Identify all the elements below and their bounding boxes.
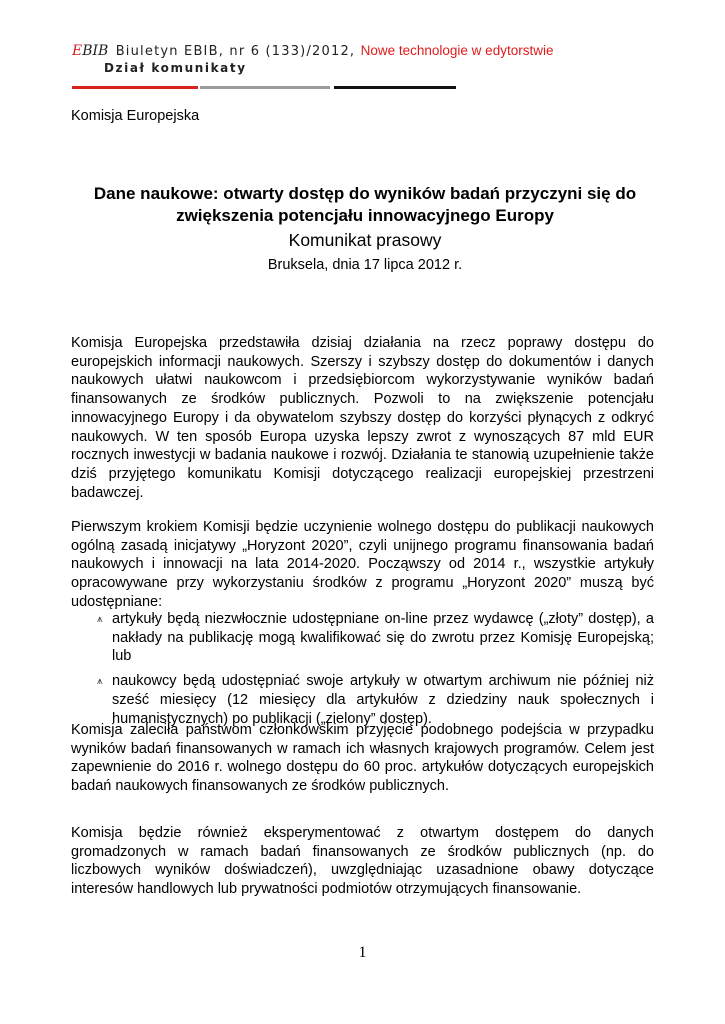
organization-name: Komisja Europejska xyxy=(71,108,200,124)
bullet-list xyxy=(71,610,654,734)
wedge-bullet-icon: ⩚ xyxy=(97,614,103,625)
wedge-bullet-icon: ⩚ xyxy=(97,676,103,688)
header-rule-gray xyxy=(200,86,330,89)
list-item xyxy=(71,672,654,728)
running-header xyxy=(72,42,552,77)
page-number: 1 xyxy=(358,944,367,961)
paragraph: Komisja Europejska przedstawiła dzisiaj działania na rzecz poprawy dostępu do europejskich informacji naukowych. Szerszy i szybszy dostęp do dokumentów i danych naukowych ułatwi naukowcom i przedsiębiorcom wykorzystywanie wyników badań finansowanych ze środków publicznych. Pozwoli to na zwiększenie potencjału innowacyjnego Europy i da obywatelom szybszy dostęp do korzyści płynących z odkryć naukowych. W ten sposób Europa uzyska lepszy zwrot z wynoszących 87 mld EUR rocznych inwestycji w badania naukowe i rozwój. Działania te stanowią uzupełnienie także dziś przyjętego komunikatu Komisji dotyczącego realizacji europejskiej przestrzeni badawczej. xyxy=(71,335,654,501)
list-item-text: artykuły będą niezwłocznie udostępniane on-line przez wydawcę („złoty” dostęp), a nakłady na publikację mogą kwalifikować się do zwrotu przez Komisję Europejską; lub xyxy=(112,611,654,665)
header-line xyxy=(72,42,552,60)
issue-theme: Nowe technologie w edytorstwie xyxy=(360,43,554,58)
list-item xyxy=(71,610,654,666)
document-subtitle: Komunikat prasowy xyxy=(288,230,442,250)
page-title: Dane naukowe: otwarty dostęp do wyników badań przyczyni się do zwiększenia potencjału innowacyjnego Europy xyxy=(93,184,637,225)
dateline: Bruksela, dnia 17 lipca 2012 r. xyxy=(267,257,463,273)
paragraph: Komisja zaleciła państwom członkowskim przyjęcie podobnego podejścia w przypadku wyników badań finansowanych w ramach ich własnych krajowych programów. Celem jest zapewnienie do 2016 r. wolnego dostępu do 60 proc. artykułów dotyczących europejskich badań naukowych finansowanych ze środków publicznych. xyxy=(71,722,654,795)
list-item-text: naukowcy będą udostępniać swoje artykuły w otwartym archiwum nie później niż sześć miesięcy (12 miesięcy dla artykułów z dziedziny nauk społecznych i humanistycznych) po publikacji („zielony” dostęp). xyxy=(112,673,654,727)
paragraph: Pierwszym krokiem Komisji będzie uczynienie wolnego dostępu do publikacji naukowych ogólną zasadą inicjatywy „Horyzont 2020”, czyli unijnego programu finansowania badań naukowych i innowacji na lata 2014-2020. Począwszy od 2014 r., wszystkie artykuły opracowywane przy wykorzystaniu środków z programu „Horyzont 2020” muszą być udostępniane: xyxy=(71,519,654,610)
header-rule-black xyxy=(334,86,456,89)
bulletin-title: Biuletyn EBIB, nr 6 (133)/2012, xyxy=(115,44,356,59)
paragraph: Komisja będzie również eksperymentować z otwartym dostępem do danych gromadzonych w ramach badań finansowanych ze środków publicznych (np. do liczbowych wyników doświadczeń), uwzględniając uzasadnione obawy dotyczące interesów handlowych lub prywatności podmiotów otrzymujących finansowanie. xyxy=(71,825,654,898)
ebib-logo: EBIB xyxy=(72,43,109,59)
section-name: Dział komunikaty xyxy=(104,61,247,75)
header-rule-red xyxy=(72,86,198,89)
